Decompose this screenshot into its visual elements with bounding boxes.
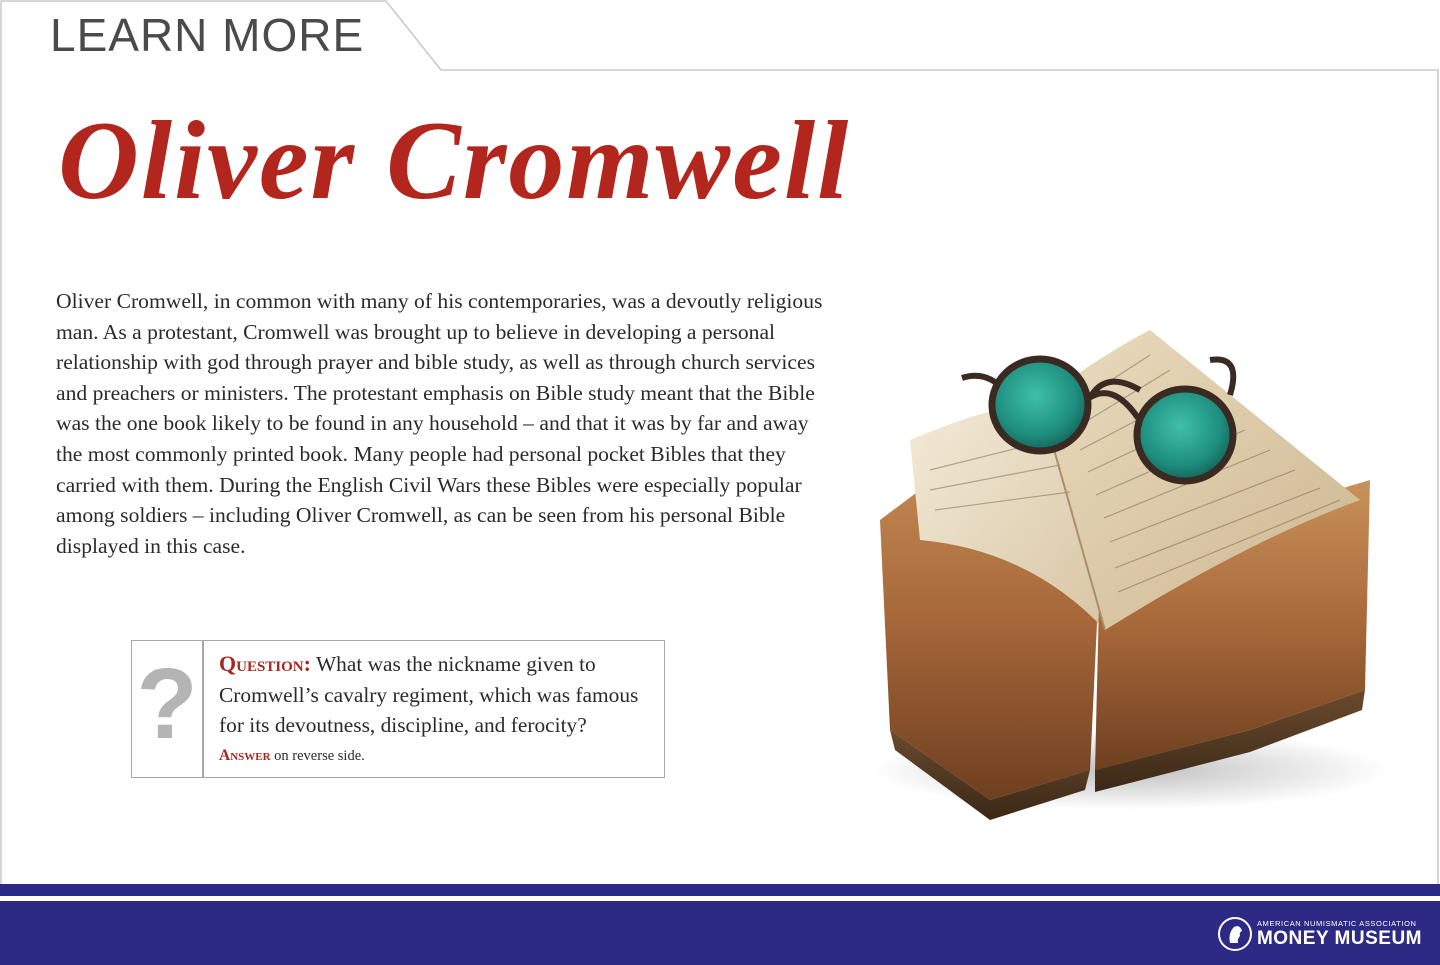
question-box: [131, 640, 665, 778]
body-text: Oliver Cromwell, in common with many of his contemporaries, was a devoutly religious man. As a protestant, Cromwell was brought up to believe in developing a personal relationship with god through prayer and bible study, as well as through church services and preachers or ministers. The protestant emphasis on Bible study meant that the Bible was the one book likely to be found in any household – and that it was by far and away the most commonly printed book. Many people had personal pocket Bibles that they carried with them. During the English Civil Wars these Bibles were especially popular among soldiers – including Oliver Cromwell, as can be seen from his personal Bible displayed in this case.: [56, 289, 823, 558]
question-label: Question:: [219, 651, 311, 676]
question-box-divider: [202, 641, 204, 777]
header-label: LEARN MORE: [50, 9, 365, 61]
money-museum-logo: [1218, 914, 1422, 954]
logo-museum-text: MONEY MUSEUM: [1256, 928, 1422, 950]
logo-association-text: AMERICAN NUMISMATIC ASSOCIATION: [1256, 918, 1417, 928]
question-body: What was the nickname given to Cromwell’s cavalry regiment, which was famous for its devoutness, discipline, and ferocity?: [219, 652, 639, 737]
coin-emblem-icon: [1218, 917, 1252, 951]
question-text: [219, 649, 659, 741]
answer-note: [219, 747, 365, 765]
question-mark-icon: ?: [136, 648, 198, 760]
answer-label: Answer: [219, 747, 271, 764]
bible-spectacles-image: [850, 300, 1390, 820]
page-title: Oliver Cromwell: [58, 99, 851, 223]
answer-body: on reverse side.: [274, 748, 365, 764]
footer-stripe: [0, 884, 1440, 896]
